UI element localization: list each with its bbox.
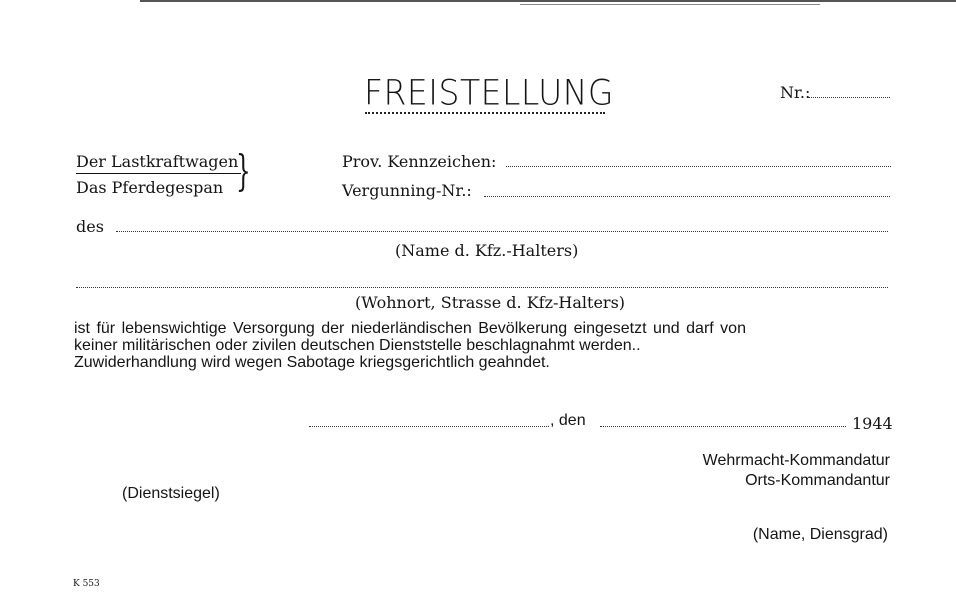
date-field[interactable]: [600, 426, 846, 427]
plate-field[interactable]: [506, 166, 891, 167]
title-underline: [365, 112, 605, 114]
top-edge-line-2: [520, 4, 820, 5]
number-field[interactable]: [808, 97, 890, 98]
owner-address-field[interactable]: [76, 287, 888, 288]
vehicle-option-horse-cart: Das Pferdegespan: [76, 178, 224, 197]
authority-line-1: Wehrmacht-Kommandatur: [702, 452, 890, 469]
permit-label: Vergunning-Nr.:: [342, 181, 472, 200]
address-caption: (Wohnort, Strasse d. Kfz-Halters): [355, 293, 626, 312]
form-title: FREISTELLUNG: [364, 72, 614, 113]
form-code: K 553: [73, 579, 100, 589]
top-edge-line: [140, 0, 956, 2]
vehicle-divider: [76, 173, 241, 174]
vehicle-brace: }: [236, 146, 251, 195]
signature-caption: (Name, Diensgrad): [752, 526, 888, 543]
owner-caption: (Name d. Kfz.-Halters): [395, 241, 579, 260]
vehicle-option-truck: Der Lastkraftwagen: [76, 152, 239, 171]
statement-line-3: Zuwiderhandlung wird wegen Sabotage kriegsgerichtlich geahndet.: [74, 354, 550, 371]
owner-prefix: des: [76, 217, 104, 236]
statement-line-2: keiner militärischen oder zivilen deutschen Dienststelle beschlagnahmt werden..: [74, 337, 641, 354]
seal-caption: (Dienstsiegel): [122, 485, 220, 502]
plate-label: Prov. Kennzeichen:: [342, 152, 497, 171]
permit-field[interactable]: [484, 196, 890, 197]
statement-line-1: ist für lebenswichtige Versorgung der niederländischen Bevölkerung eingesetzt und darf von: [74, 320, 746, 337]
number-label: Nr.:: [780, 83, 811, 102]
year-label: 1944: [852, 414, 893, 433]
place-date-separator: , den: [550, 412, 586, 429]
owner-name-field[interactable]: [116, 231, 888, 232]
place-field[interactable]: [309, 426, 549, 427]
authority-line-2: Orts-Kommandantur: [745, 472, 890, 489]
